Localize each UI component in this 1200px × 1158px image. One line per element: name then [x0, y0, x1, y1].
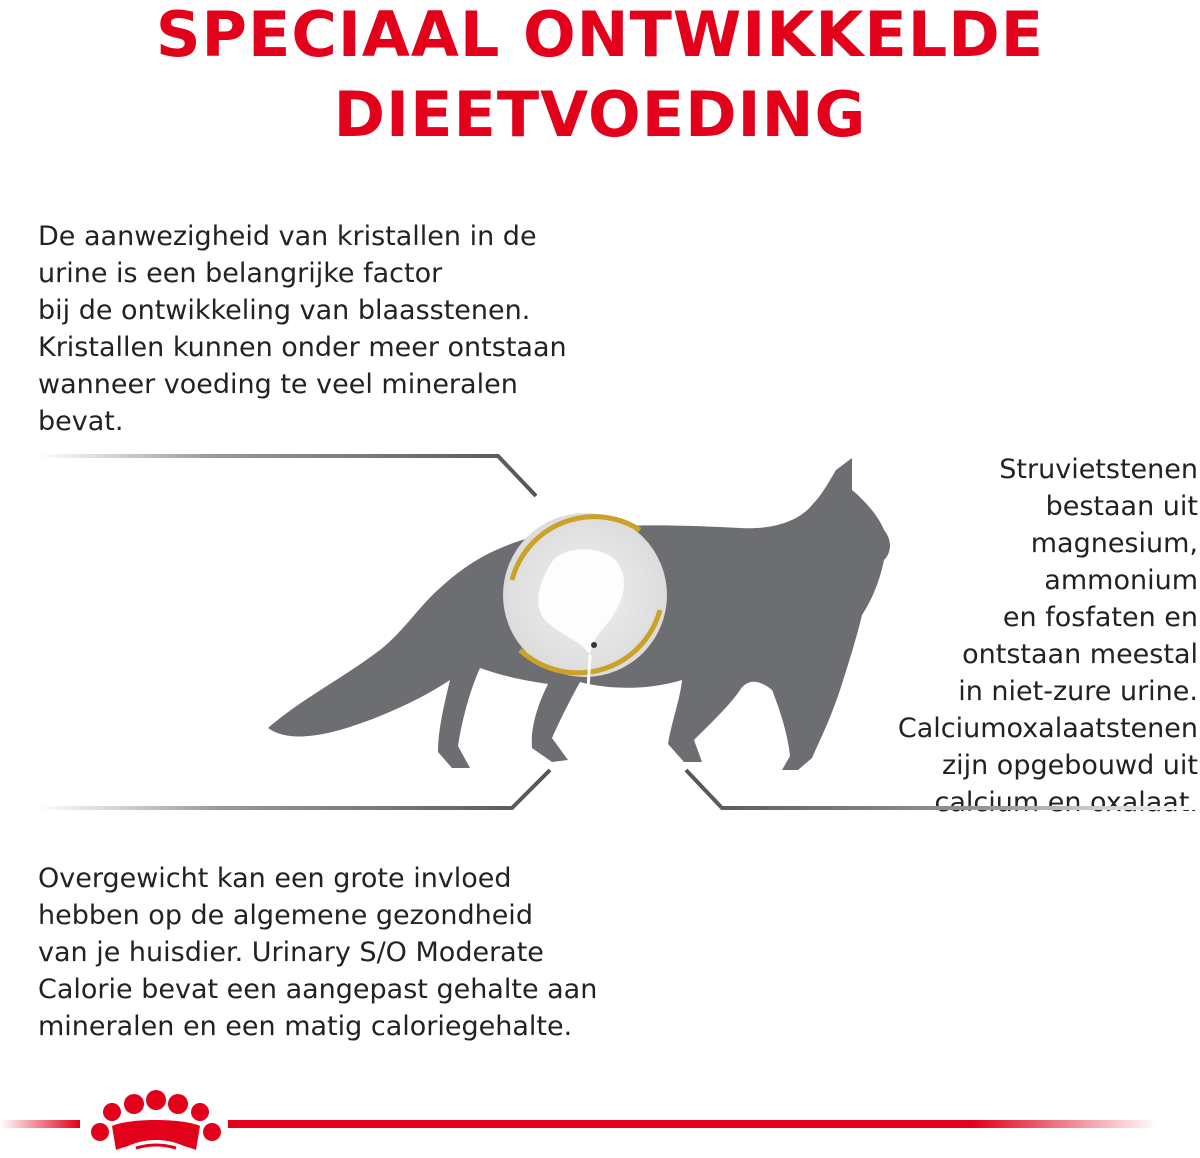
- paragraph-line: Struvietstenen: [999, 454, 1198, 485]
- connector-top: [38, 456, 536, 496]
- paragraph-line: zijn opgebouwd uit: [941, 750, 1198, 781]
- royal-canin-crown-icon: [91, 1090, 221, 1156]
- paragraph-line: en fosfaten en: [1002, 602, 1198, 633]
- title-line-1: SPECIAAL ONTWIKKELDE: [155, 0, 1045, 71]
- paragraph-line: wanneer voeding te veel mineralen: [38, 369, 518, 400]
- paragraph-line: ontstaan meestal: [962, 639, 1198, 670]
- paragraph-line: ammonium: [1044, 565, 1198, 596]
- paragraph-line: hebben op de algemene gezondheid: [38, 900, 533, 931]
- paragraph-line: calcium en oxalaat.: [934, 787, 1198, 818]
- paragraph-line: magnesium,: [1030, 528, 1198, 559]
- paragraph-line: urine is een belangrijke factor: [38, 258, 443, 289]
- paragraph-line: bestaan uit: [1045, 491, 1198, 522]
- paragraph-line: Calorie bevat een aangepast gehalte aan: [38, 974, 598, 1005]
- paragraph-line: Overgewicht kan een grote invloed: [38, 863, 512, 894]
- connector-bottom-right: [686, 770, 1200, 808]
- paragraph-line: De aanwezigheid van kristallen in de: [38, 221, 537, 252]
- paragraph-line: Kristallen kunnen onder meer ontstaan: [38, 332, 567, 363]
- connector-bottom-left: [38, 770, 550, 808]
- paragraph-line: bij de ontwikkeling van blaasstenen.: [38, 295, 531, 326]
- paragraph-line: in niet-zure urine.: [958, 676, 1198, 707]
- title-line-2: DIEETVOEDING: [333, 78, 867, 151]
- paragraph-line: van je huisdier. Urinary S/O Moderate: [38, 937, 544, 968]
- paragraph-line: mineralen en een matig caloriegehalte.: [38, 1011, 573, 1042]
- paragraph-line: Calciumoxalaatstenen: [897, 713, 1198, 744]
- paragraph-line: bevat.: [38, 406, 124, 437]
